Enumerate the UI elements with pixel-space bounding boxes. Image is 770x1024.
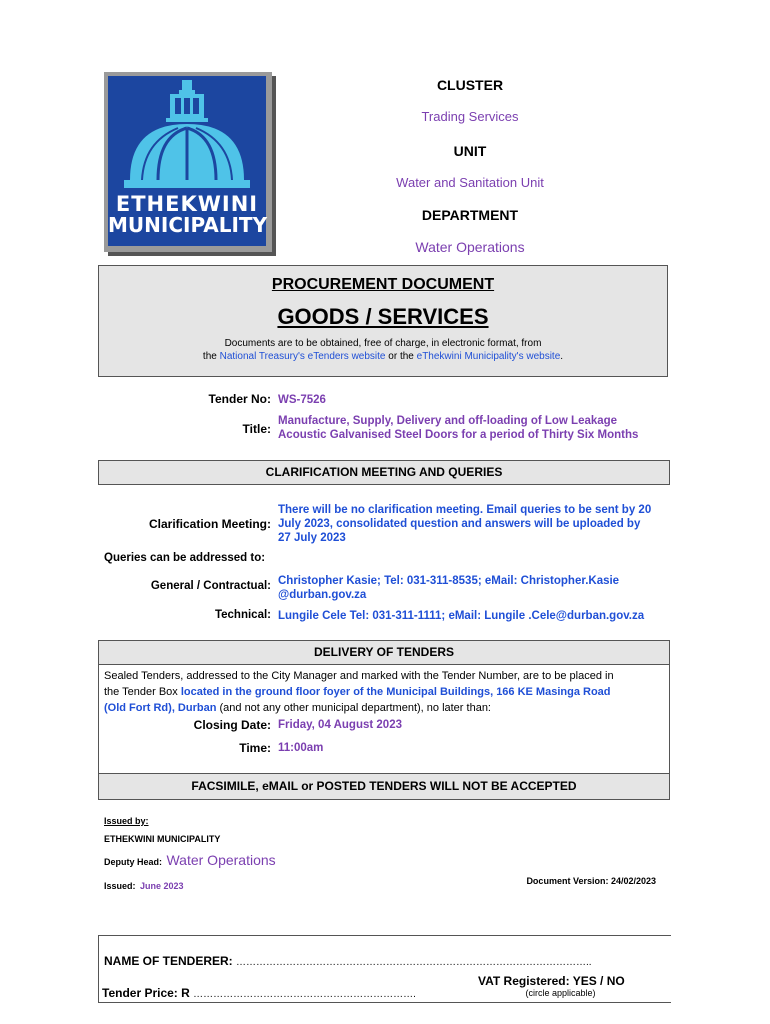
document-version: Document Version: 24/02/2023 (526, 876, 656, 886)
tender-box-location-cont: (Old Fort Rd), Durban (104, 702, 217, 714)
queries-label: Queries can be addressed to: (104, 552, 266, 564)
tenderer-name-field[interactable]: …………………………………………………………………………………………….. (236, 957, 592, 968)
issued-value: June 2023 (139, 881, 184, 891)
issued-by-label: Issued by: (104, 816, 149, 826)
general-contractual-label: General / Contractual: (150, 580, 271, 592)
circle-applicable-note: (circle applicable) (525, 988, 596, 998)
general-contact-line1[interactable]: Christopher Kasie; Tel: 031-311-8535; eMail: Christopher.Kasie (278, 575, 620, 587)
docs-text-mid: or the (385, 351, 417, 362)
clarification-line1: There will be no clarification meeting. Email queries to be sent by 20 (278, 504, 652, 516)
tenderer-name-label: NAME OF TENDERER: (104, 954, 233, 968)
documents-note-line1: Documents are to be obtained, free of charge, in electronic format, from (224, 338, 542, 349)
department-value: Water Operations (415, 239, 525, 255)
procurement-title: PROCUREMENT DOCUMENT (271, 276, 495, 293)
logo-text-line1: ETHEKWINI (115, 192, 259, 216)
tender-price-row[interactable] (102, 986, 416, 1000)
vat-registered[interactable]: VAT Registered: YES / NO (478, 974, 625, 988)
logo-text-line2: MUNICIPALITY (108, 213, 268, 237)
clarification-line2: July 2023, consolidated question and answers will be uploaded by (278, 518, 641, 530)
delivery-bar: DELIVERY OF TENDERS (98, 640, 670, 665)
clarification-meeting-label-text: Clarification Meeting: (148, 517, 271, 531)
time-value: 11:00am (278, 742, 324, 754)
cluster-label: CLUSTER (436, 77, 504, 93)
title-line1: Manufacture, Supply, Delivery and off-loading of Low Leakage (278, 415, 618, 427)
tenderer-name-row[interactable] (104, 954, 592, 968)
documents-note-line2 (98, 351, 668, 362)
delivery-line2 (104, 684, 666, 700)
goods-services-heading: GOODS / SERVICES (277, 304, 489, 329)
deputy-head-label: Deputy Head: (104, 857, 163, 867)
docs-text-end: . (560, 351, 564, 362)
etenders-link[interactable]: National Treasury's eTenders website (219, 351, 386, 362)
cluster-value: Trading Services (421, 109, 519, 124)
department-label: DEPARTMENT (421, 207, 519, 223)
tender-price-field[interactable]: …………………………………………………………. (193, 989, 416, 1000)
tender-price-label: Tender Price: R (102, 986, 190, 1000)
municipality-logo (104, 72, 272, 252)
time-label: Time: (239, 741, 271, 755)
delivery-instructions (104, 668, 666, 716)
tender-no-label: Tender No: (208, 392, 271, 406)
logo-background (108, 76, 266, 246)
title-line2: Acoustic Galvanised Steel Doors for a period of Thirty Six Months (278, 429, 639, 441)
not-accepted-warning: FACSIMILE, eMAIL or POSTED TENDERS WILL NOT BE ACCEPTED (98, 773, 670, 800)
docs-text-pre: the (202, 351, 220, 362)
clarification-meeting-label (100, 517, 271, 531)
dome-icon (108, 76, 266, 194)
delivery-line3 (104, 700, 666, 716)
closing-date-label: Closing Date: (193, 718, 271, 732)
clarification-line3: 27 July 2023 (278, 532, 346, 544)
delivery-line1: Sealed Tenders, addressed to the City Manager and marked with the Tender Number, are to be placed in (104, 670, 614, 682)
technical-label: Technical: (214, 609, 271, 621)
general-contact-line2[interactable]: @durban.gov.za (278, 589, 367, 601)
clarification-bar: CLARIFICATION MEETING AND QUERIES (98, 460, 670, 485)
tender-box-location: located in the ground floor foyer of the Municipal Buildings, 166 KE Masinga Road (180, 686, 611, 698)
unit-value: Water and Sanitation Unit (396, 175, 544, 190)
unit-label: UNIT (453, 143, 487, 159)
tender-no-value: WS-7526 (278, 394, 326, 406)
closing-date-value: Friday, 04 August 2023 (278, 719, 402, 731)
delivery-line2-pre: the Tender Box (104, 686, 181, 698)
municipality-website-link[interactable]: eThekwini Municipality's website (416, 351, 561, 362)
issued-label: Issued: (104, 881, 136, 891)
delivery-line3-post: (and not any other municipal department), no later than: (216, 702, 491, 714)
issuer-org: ETHEKWINI MUNICIPALITY (104, 834, 221, 844)
technical-contact[interactable]: Lungile Cele Tel: 031-311-1111; eMail: Lungile .Cele@durban.gov.za (278, 610, 645, 622)
deputy-head-value: Water Operations (166, 852, 276, 868)
deputy-head-row (104, 852, 276, 870)
title-label: Title: (242, 422, 271, 436)
issued-date-row (104, 876, 184, 894)
